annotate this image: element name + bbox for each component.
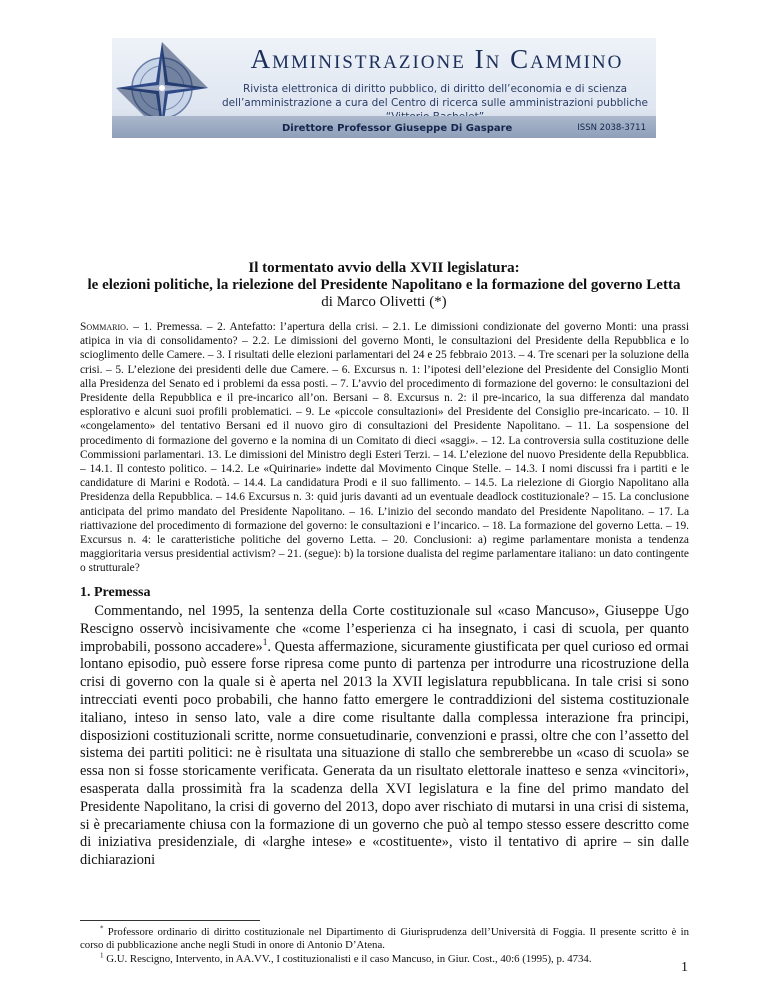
article-summary <box>80 320 689 576</box>
footnote-1: $^1$ G.U. Rescigno, Intervento, in AA.VV., I costituzionalisti e il caso Mancuso, in Giur. Cost., 40:6 (1995), p. 4734. <box>100 951 592 965</box>
footnote-divider <box>80 920 260 921</box>
footnotes <box>80 926 689 966</box>
article-author: di Marco Olivetti (*) <box>321 294 447 310</box>
journal-title: Amministrazione In Cammino <box>250 44 624 74</box>
section-heading: 1. Premessa <box>80 585 151 600</box>
article-title-line2: le elezioni politiche, la rielezione del Presidente Napolitano e la formazione del governo Letta <box>87 277 681 293</box>
footnote-mark: * <box>100 924 104 933</box>
footnote-author: * Professore ordinario di diritto costituzionale nel Dipartimento di Giurisprudenza dell’Università di Foggia. Il presente scritto è in corso di pubblicazione anche negli Studi in onore di Antonio D’Atena. <box>80 924 690 952</box>
article-heading <box>40 260 728 311</box>
journal-director: Direttore Professor Giuseppe Di Gaspare <box>282 123 513 134</box>
body-paragraph <box>80 603 689 870</box>
subtitle-line: Rivista elettronica di diritto pubblico, di diritto dell’economia e di scienza <box>242 83 628 95</box>
summary-text: . – 1. Premessa. – 2. Antefatto: l’apertura della crisi. – 2.1. Le dimissioni condizionate del governo Monti: una prassi atipica in via di consolidamento? – 2.2. Le dimissioni del governo Monti, le consultazioni del Presidente della Repubblica e lo scioglimento delle Camere. – 3. I risultati delle elezioni parlamentari del 24 e 25 febbraio 2013. – 4. Tre scenari per la soluzione della crisi. – 5. L’elezione dei presidenti delle due Camere. – 6. Excursus n. 1: l’ipotesi dell’elezione del Presidente del Consiglio Monti alla Presidenza del Senato ed i problemi da essa posti. – 7. L’avvio del procedimento di formazione del governo: le consultazioni del Presidente della Repubblica e il pre-incarico all’on. Bersani – 8. Excursus n. 2: il pre-incarico, la sua differenza dal mandato esplorativo e alcuni suoi profili problematici. – 9. Le «piccole consultazioni» del Presidente del Consiglio pre-incaricato. – 10. Il «congelamento» del tentativo Bersani ed il nuovo giro di consultazioni del Presidente Napolitano. – 11. La sospensione del procedimento di formazione del governo e la nomina di un Comitato di dieci «saggi». – 12. La controversia sulla costituzione delle Commissioni parlamentari. 13. Le dimissioni del Ministro degli Esteri Terzi. – 14. L’elezione del nuovo Presidente della Repubblica. – 14.1. Il contesto politico. – 14.2. Le «Quirinarie» indette dal Movimento Cinque Stelle. – 14.3. I nomi discussi fra i partiti e le candidature di Marini e Rodotà. – 14.4. La candidatura Prodi e il suo fallimento. – 14.5. La rielezione di Giorgio Napolitano alla Presidenza della Repubblica. – 14.6 Excursus n. 3: quid juris davanti ad un eventuale deadlock costituzionale? – 15. La conclusione anticipata del primo mandato del Presidente Napolitano. – 16. L’inizio del secondo mandato del Presidente Napolitano. – 17. La riattivazione del procedimento di formazione del governo: le consultazioni e l’incarico. – 18. La formazione del governo Letta. – 19. Excursus n. 4: le caratteristiche politiche del governo Letta. – 20. Conclusioni: a) regime parlamentare monista a tendenza maggioritaria versus presidential activism? – 21. (segue): b) la torsione dualista del regime parlamentare italiano: un dato contingente o strutturale? <box>80 321 689 575</box>
body-part1: Commentando, nel 1995, la sentenza della Corte costituzionale sul «caso Mancuso», Giuseppe Ugo Rescigno osservò incisivamente che «come l’esperienza ci ha insegnato, i casi di scuola, per quanto improbabili, possono accadere» <box>80 603 689 655</box>
journal-banner <box>112 38 656 138</box>
page-number: 1 <box>681 960 688 975</box>
subtitle-line: dell’amministrazione a cura del Centro di ricerca sulle amministrazioni pubbliche <box>221 97 649 109</box>
body-part2: . Questa affermazione, sicuramente giustificata per quel curioso ed ormai lontano episodio, può essere forse ripresa come punto di partenza per introdurre una ricostruzione della crisi di governo con la quale si è aperta nel 2013 la XVII legislatura repubblicana. In tale crisi si sono intrecciati eventi poco probabili, che hanno fatto emergere le contraddizioni del sistema costituzionale italiano, inteso in senso lato, vale a dire come risultante dalla complessa interazione fra principi, disposizioni costituzionali scritte, norme consuetudinarie, convenzioni e prassi, oltre che con l’assetto del sistema dei partiti politici: ne è risultata una situazione di stallo che sembrerebbe un «caso di scuola» se essa non si fosse storicamente verificata. Generata da un risultato elettorale inatteso e senza «vincitori», esasperata dalla prossimità fra la scadenza della XVI legislatura e la fine del primo mandato del Presidente Napolitano, la crisi di governo del 2013, dopo aver rischiato di mutarsi in una crisi di sistema, si è precariamente chiusa con la formazione di un governo che può al tempo stesso essere descritto come di iniziativa presidenziale, di «larghe intese» e «costituente», visto il tentativo di aprire – sin dalle dichiarazioni <box>80 638 689 869</box>
summary-lead: Sommario <box>80 321 126 333</box>
footnote-mark: 1 <box>100 951 104 960</box>
journal-issn: ISSN 2038-3711 <box>577 123 646 133</box>
footnote-ref[interactable]: 1 <box>262 637 268 648</box>
article-title-line1: Il tormentato avvio della XVII legislatura: <box>248 260 520 276</box>
